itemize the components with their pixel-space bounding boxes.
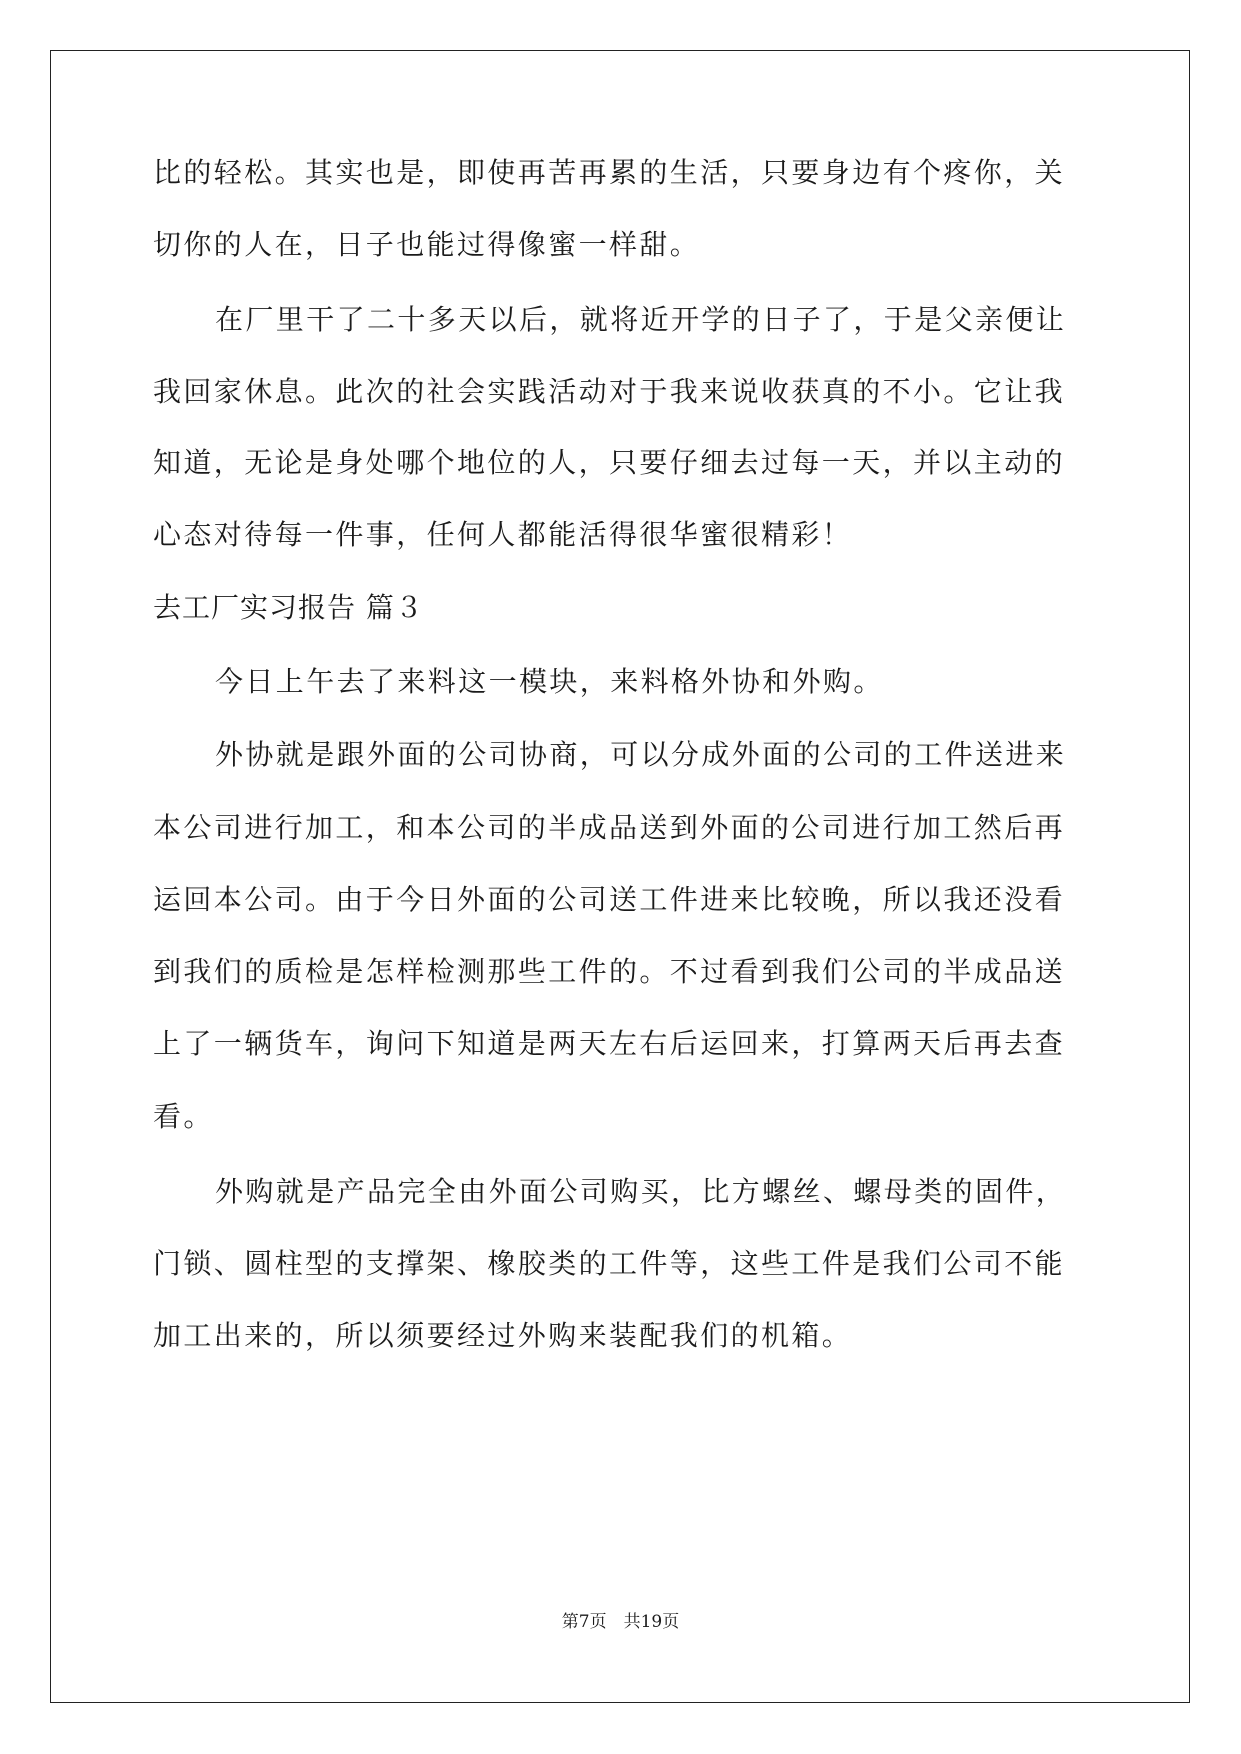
text-line: 运回本公司。由于今日外面的公司送工件进来比较晚，所以我还没看 xyxy=(153,883,1066,916)
page-number-footer: 第7页 共19页 xyxy=(561,1612,680,1632)
text-line: 门锁、圆柱型的支撑架、橡胶类的工件等，这些工件是我们公司不能 xyxy=(153,1247,1066,1280)
text-line: 切你的人在，日子也能过得像蜜一样甜。 xyxy=(153,228,701,261)
text-line: 加工出来的，所以须要经过外购来装配我们的机箱。 xyxy=(153,1319,853,1352)
page-border xyxy=(50,50,1190,1703)
text-line: 比的轻松。其实也是，即使再苦再累的生活，只要身边有个疼你，关 xyxy=(153,156,1066,189)
text-line: 本公司进行加工，和本公司的半成品送到外面的公司进行加工然后再 xyxy=(153,811,1066,844)
text-line: 看。 xyxy=(153,1100,214,1133)
section-heading: 去工厂实习报告 篇３ xyxy=(153,591,424,624)
paragraph-line: 在厂里干了二十多天以后，就将近开学的日子了，于是父亲便让 xyxy=(215,303,1067,336)
text-line: 到我们的质检是怎样检测那些工件的。不过看到我们公司的半成品送 xyxy=(153,955,1066,988)
paragraph-line: 今日上午去了来料这一模块，来料格外协和外购。 xyxy=(215,665,884,698)
text-line: 知道，无论是身处哪个地位的人，只要仔细去过每一天，并以主动的 xyxy=(153,446,1066,479)
text-line: 我回家休息。此次的社会实践活动对于我来说收获真的不小。它让我 xyxy=(153,375,1066,408)
text-line: 心态对待每一件事，任何人都能活得很华蜜很精彩！ xyxy=(153,518,853,551)
paragraph-line: 外协就是跟外面的公司协商，可以分成外面的公司的工件送进来 xyxy=(215,738,1067,771)
text-line: 上了一辆货车，询问下知道是两天左右后运回来，打算两天后再去查 xyxy=(153,1027,1066,1060)
paragraph-line: 外购就是产品完全由外面公司购买，比方螺丝、螺母类的固件， xyxy=(215,1175,1067,1208)
